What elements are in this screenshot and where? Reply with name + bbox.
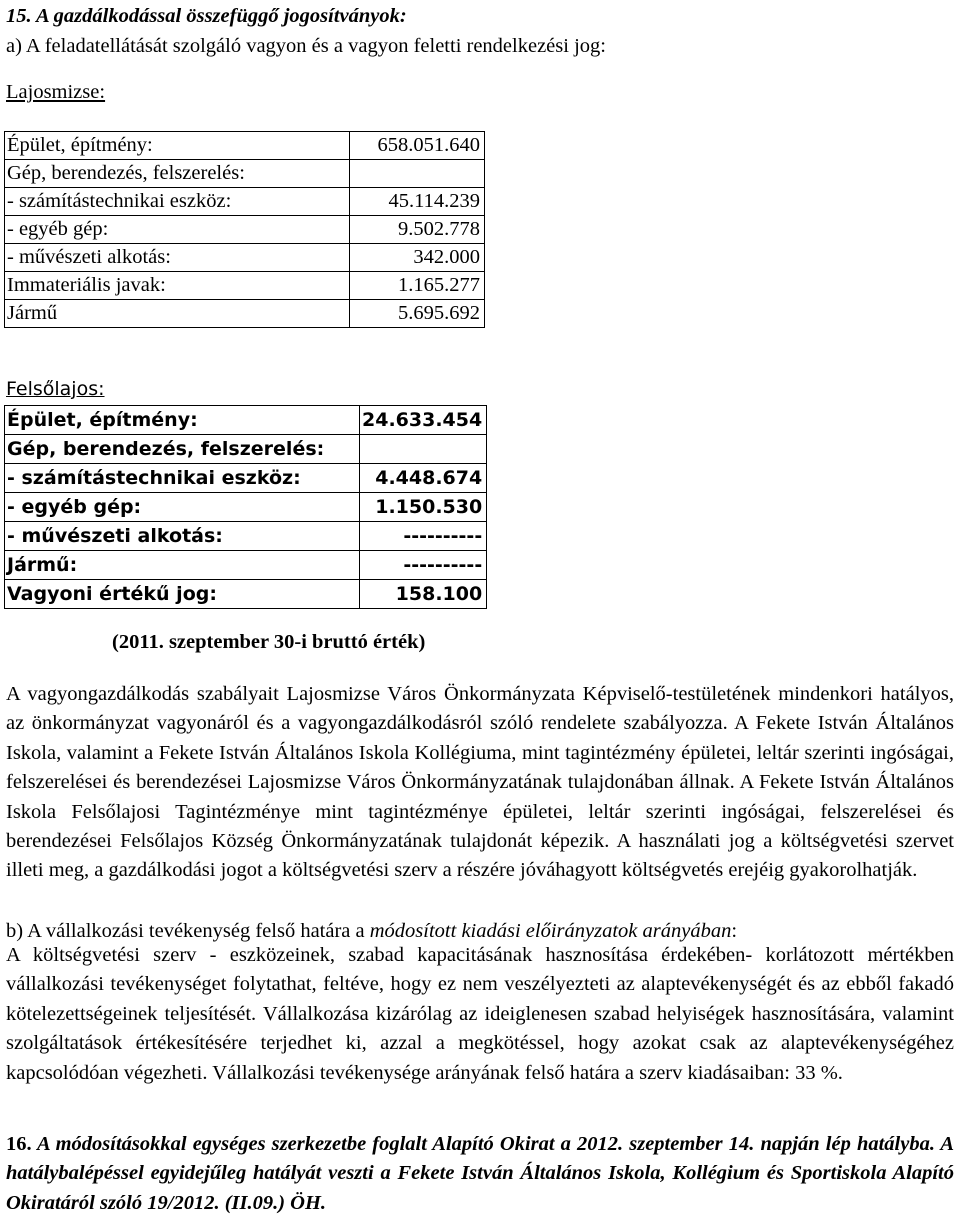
felsolajos-row-value: ---------- <box>360 522 487 551</box>
felsolajos-row-value: 1.150.530 <box>360 493 487 522</box>
lajosmizse-asset-table <box>4 131 485 328</box>
lajosmizse-row <box>5 132 485 160</box>
lajosmizse-row-value <box>350 160 485 188</box>
lajosmizse-row-value: 9.502.778 <box>350 216 485 244</box>
felsolajos-row <box>5 580 487 609</box>
lajosmizse-row <box>5 244 485 272</box>
lajosmizse-row-label: - művészeti alkotás: <box>5 244 350 272</box>
lajosmizse-row-value: 45.114.239 <box>350 188 485 216</box>
lajosmizse-row-value: 1.165.277 <box>350 272 485 300</box>
felsolajos-row <box>5 522 487 551</box>
felsolajos-row-label: Épület, építmény: <box>5 406 360 435</box>
felsolajos-row <box>5 551 487 580</box>
felsolajos-row <box>5 406 487 435</box>
lajosmizse-row-label: Gép, berendezés, felszerelés: <box>5 160 350 188</box>
felsolajos-row-label: - számítástechnikai eszköz: <box>5 464 360 493</box>
lajosmizse-row-label: Épület, építmény: <box>5 132 350 160</box>
felsolajos-row <box>5 464 487 493</box>
felsolajos-asset-table <box>4 405 487 609</box>
valuation-note: (2011. szeptember 30-i bruttó érték) <box>112 631 426 653</box>
section-16-text: A módosításokkal egységes szerkezetbe foglalt Alapító Okirat a 2012. szeptember 14. napján lép hatályba. A hatálybalépéssel egyidejűleg hatályát veszti a Fekete István Általános Iskola, Kollégium és Sportiskola Alapító Okiratáról szóló 19/2012. (II.09.) ÖH. <box>6 1133 954 1214</box>
section-15b-italic: módosított kiadási előirányzatok arányában <box>369 920 732 942</box>
paragraph-business-activity: A költségvetési szerv - eszközeinek, szabad kapacitásának hasznosítása érdekében- korlátozott mértékben vállalkozási tevékenységet folytathat, feltéve, hogy ez nem veszélyezteti az alaptevékenységét és az ebből fakadó kötelezettségeinek teljesítését. Vállalkozása kizárólag az ideiglenesen szabad helyiségek hasznosítására, valamint szolgáltatások értékesítésére terjedhet ki, azzal a megkötéssel, hogy azokat csak az alaptevékenységéhez kapcsolódóan végezheti. Vállalkozási tevékenysége arányának felső határa a szerv kiadásaiban: 33 %. <box>6 944 954 1084</box>
section-15b-suffix: : <box>731 920 738 942</box>
felsolajos-row-value: 4.448.674 <box>360 464 487 493</box>
felsolajos-row <box>5 493 487 522</box>
paragraph-asset-management: A vagyongazdálkodás szabályait Lajosmizse Város Önkormányzata Képviselő-testületének mindenkori hatályos, az önkormányzat vagyonáról és a vagyongazdálkodásról szóló rendelete szabályozza. A Fekete István Általános Iskola, valamint a Fekete István Általános Iskola Kollégiuma, mint tagintézmény épületei, leltár szerinti ingóságai, felszerelései és berendezései Lajosmizse Város Önkormányzatának tulajdonában állnak. A Fekete István Általános Iskola Felsőlajosi Tagintézménye mint tagintézménye épületei, leltár szerinti ingóságai, felszerelései és berendezései Felsőlajos Község Önkormányzatának tulajdonát képezik. A használati jog a költségvetési szervet illeti meg, a gazdálkodási jogot a költségvetési szerv a részére jóváhagyott költségvetés erejéig gyakorolhatják. <box>6 683 954 882</box>
section-15a-subheading: a) A feladatellátását szolgáló vagyon és a vagyon feletti rendelkezési jog: <box>6 35 606 57</box>
section-16-number: 16. <box>6 1133 32 1155</box>
lajosmizse-row-label: Immateriális javak: <box>5 272 350 300</box>
lajosmizse-row-value: 658.051.640 <box>350 132 485 160</box>
section-16 <box>6 1130 954 1218</box>
lajosmizse-title: Lajosmizse: <box>6 81 106 103</box>
felsolajos-row-value <box>360 435 487 464</box>
felsolajos-row-value: 24.633.454 <box>360 406 487 435</box>
lajosmizse-row-value: 342.000 <box>350 244 485 272</box>
felsolajos-title-text: Felsőlajos: <box>6 378 105 400</box>
felsolajos-row-label: - egyéb gép: <box>5 493 360 522</box>
lajosmizse-row <box>5 188 485 216</box>
lajosmizse-row-label: Jármű <box>5 300 350 328</box>
felsolajos-row <box>5 435 487 464</box>
lajosmizse-row <box>5 216 485 244</box>
lajosmizse-row-label: - számítástechnikai eszköz: <box>5 188 350 216</box>
felsolajos-row-value: ---------- <box>360 551 487 580</box>
lajosmizse-row <box>5 160 485 188</box>
section-15-heading: 15. A gazdálkodással összefüggő jogosítványok: <box>6 5 407 27</box>
felsolajos-row-label: - művészeti alkotás: <box>5 522 360 551</box>
lajosmizse-row <box>5 300 485 328</box>
felsolajos-row-value: 158.100 <box>360 580 487 609</box>
felsolajos-row-label: Vagyoni értékű jog: <box>5 580 360 609</box>
lajosmizse-row <box>5 272 485 300</box>
felsolajos-row-label: Jármű: <box>5 551 360 580</box>
felsolajos-row-label: Gép, berendezés, felszerelés: <box>5 435 360 464</box>
lajosmizse-row-value: 5.695.692 <box>350 300 485 328</box>
section-15b-prefix: b) A vállalkozási tevékenység felső határa a <box>6 920 370 942</box>
felsolajos-title <box>6 375 105 404</box>
lajosmizse-row-label: - egyéb gép: <box>5 216 350 244</box>
